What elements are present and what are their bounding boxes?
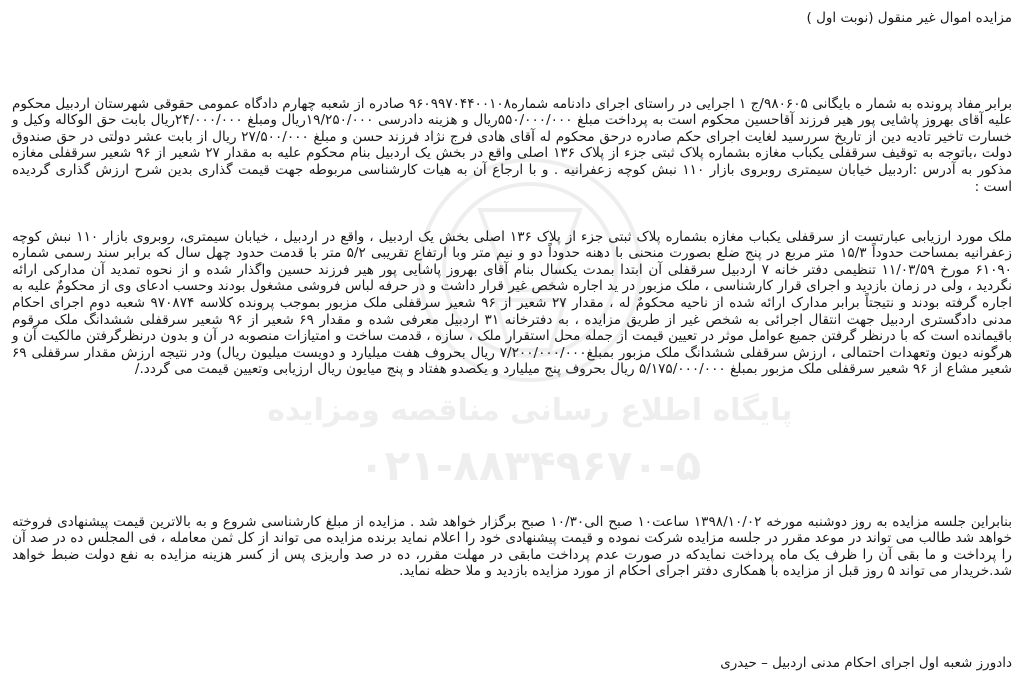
paragraph-property-valuation: ملک مورد ارزیابی عبارتست از سرقفلی یکباب مغازه بشماره پلاک ثبتی جزء از پلاک ۱۳۶ اصلی بخش یک اردبیل ، واقع در اردبیل ، خیابان سیمتری، روبروی بازار ۱۱۰ نبش کوچه زعفرانیه بمساحت حدوداً ۱۵/۳ متر مربع در پنج ضلع بصورت منحنی با دهنه حدوداً دو و نیم متر وبا ارتفاع تقریبی ۵/۲ متر با قدمت حدود چهل سال که برابر سند رسمی شماره ۶۱۰۹۰ مورخ ۱۱/۰۳/۵۹ تنظیمی دفتر خانه ۷ اردبیل سرقفلی آن ابتدا بمدت یکسال بنام آقای بهروز پاشایی پور هیر فرزند حسین واگذار شده و از نحوه تمدید آن مدارکی ارائه نگردید ، ولی در زمان بازدید و اجرای قرار کارشناسی ، ملک مزبور در ید اجاره شخص غیر قرار داشت و در حرفه لباس فروشی مشغول بودند وحسب ادعای وی از محکومٌ علیه به اجاره گرفته بودند و نتیجتاً برابر مدارک ارائه شده از ناحیه محکومٌ له ، مقدار ۲۷ شعیر از ۹۶ شعیر سرقفلی ملک مزبور بموجب پرونده کلاسه ۹۷۰۸۷۴ شعبه دوم اجرای احکام مدنی دادگستری اردبیل جهت انتقال اجرائی به شخص غیر از طریق مزایده ، به دفترخانه ۳۱ اردبیل معرفی شده و مقدار ۶۹ شعیر از ۹۶ شعیر سرقفلی ششدانگ ملک مرقوم باقیمانده است که با درنظر گرفتن جمیع عوامل موثر در تعیین قیمت از جمله محل استقرار ملک ، سازه ، قدمت ساخت و امتیازات منصوبه در آن و بدون درنظرگرفتن مالکیت آن و هرگونه دیون وتعهدات احتمالی ، ارزش سرقفلی ششدانگ ملک مزبور بمبلغ۷/۲۰۰/۰۰۰/۰۰۰ ریال بحروف هفت میلیارد و دویست میلیون ریال) ودر نتیجه ارزش مقدار سرقفلی ۶۹ شعیر مشاع از ۹۶ شعیر سرقفلی ملک مزبور بمبلغ ۵/۱۷۵/۰۰۰/۰۰۰ ریال بحروف پنج میلیارد و یکصدو هفتاد و پنج میایون ریال ارزیابی وتعیین قیمت می گردد./	[12, 228, 1013, 378]
signature-line: دادورز شعبه اول اجرای احکام مدنی اردبیل – حیدری	[720, 655, 1012, 671]
watermark-line-1: پایگاه اطلاع رسانی مناقصه ومزایده	[267, 393, 793, 428]
paragraph-case-details: برابر مفاد پرونده به شمار ه بایگانی ۹۸۰۶۰۵/ج ۱ اجرایی در راستای اجرای دادنامه شماره۹۶۰۹۹۷۰۴۴۰۰۱۰۸ صادره از شعبه چهارم دادگاه عمومی حقوقی شهرستان اردبیل محکوم علیه آقای بهروز پاشایی پور هیر فرزند آقاحسین محکوم است به پرداخت مبلغ ۵۵۰/۰۰۰/۰۰۰ریال و هزینه دادرسی ۱۹/۲۵۰/۰۰۰ریال ومبلغ ۲۴/۰۰۰/۰۰۰ریال بابت حق الوکاله وکیل و خسارت تاخیر تادیه دین از تاریخ سررسید لغایت اجرای حکم صادره درحق محکوم له آقای هادی فرج نژاد فرزند حسن و مبلغ ۲۷/۵۰۰/۰۰۰ ریال از بابت عشر دولتی در حق صندوق دولت ،باتوجه به توقیف سرقفلی یکباب مغازه بشماره پلاک ثبتی جزء از پلاک ۱۳۶ اصلی واقع در بخش یک اردبیل بنام محکوم علیه به مقدار ۲۷ شعیر از ۹۶ شعیر سرقفلی مغازه مذکور به آدرس :اردبیل خیابان سیمتری روبروی بازار ۱۱۰ نبش کوچه زعفرانیه . و با ارجاع آن به هیات کارشناسی مربوطه جهت قیمت گذاری بدین شرح ارزش گذاری گردیده است :	[12, 95, 1013, 195]
paragraph-auction-terms: بنابراین جلسه مزایده به روز دوشنبه مورخه ۱۳۹۸/۱۰/۰۲ ساعت۱۰ صبح الی۱۰/۳۰ صبح برگزار خواهد شد . مزایده از مبلغ کارشناسی شروع و به بالاترین قیمت پیشنهادی فروخته خواهد شد طالب می تواند در موعد مقرر در جلسه مزایده شرکت نموده و قیمت پیشنهادی خود را اعلام نماید برنده مزایده می تواند از کل ثمن معامله ، فی المجلس ده در صد آن را پرداخت و ما بقی آن را ظرف یک ماه پرداخت نمایدکه در صورت عدم پرداخت مابقی در مهلت مقرر، ده در صد واریزی پس از کسر هزینه مزایده به نفع دولت ضبط خواهد شد.خریدار می تواند ۵ روز قبل از مزایده با همکاری دفتر اجرای احکام از مورد مزایده بازدید و ملا حظه نماید.	[12, 513, 1012, 580]
document-title: مزایده اموال غیر منقول (نوبت اول )	[806, 10, 1012, 26]
watermark-line-2: ۰۲۱-۸۸۳۴۹۶۷۰-۵	[358, 441, 702, 490]
